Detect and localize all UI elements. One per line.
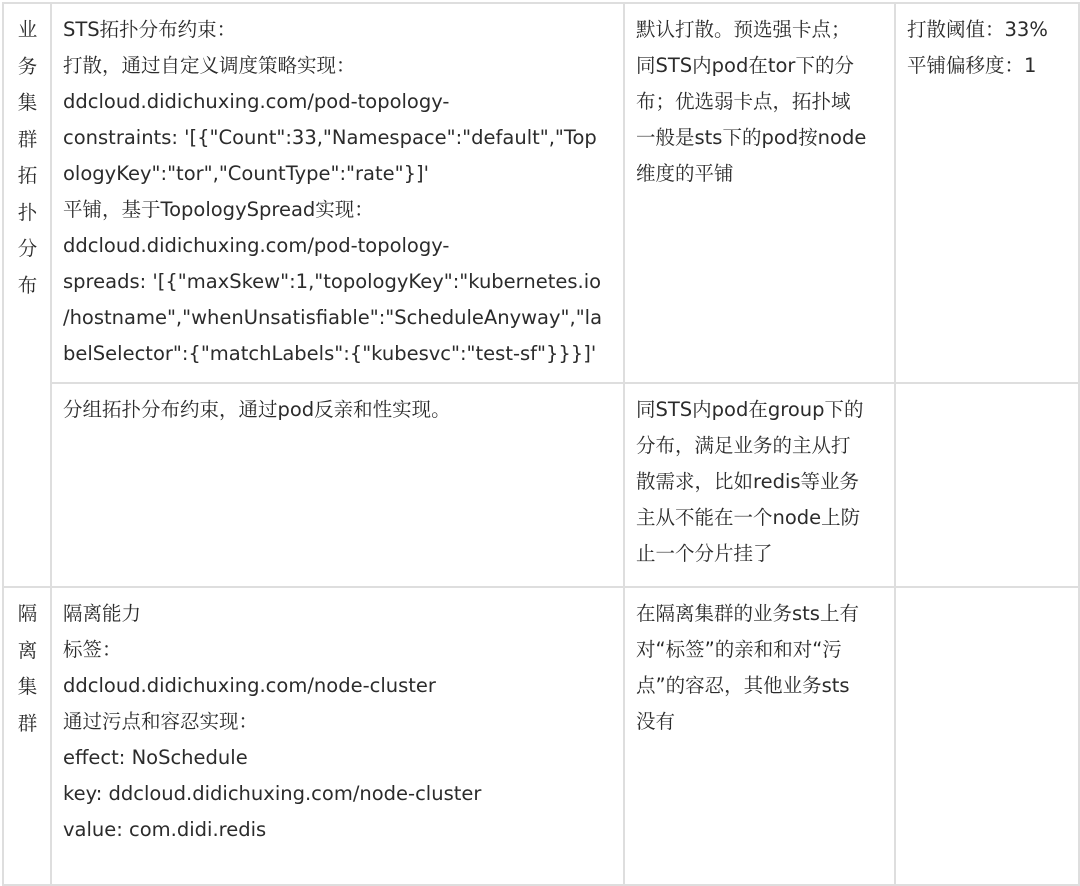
params-cell <box>895 3 1079 383</box>
category-cell <box>3 587 51 885</box>
params-cell <box>895 383 1079 587</box>
notes-line: 默认打散。预选强卡点； <box>636 18 851 41</box>
description-line: ologyKey":"tor","CountType":"rate"}]' <box>63 162 429 185</box>
notes-cell <box>624 587 895 885</box>
category-char: 务 <box>17 54 38 78</box>
notes-line: 同STS内pod在tor下的分 <box>636 54 854 77</box>
description-cell <box>51 587 624 885</box>
params-cell <box>895 587 1079 885</box>
category-char: 分 <box>17 237 38 260</box>
description-line: 平铺，基于TopologySpread实现： <box>63 198 374 221</box>
description-line: 通过污点和容忍实现： <box>63 710 259 733</box>
description-line: constraints: '[{"Count":33,"Namespace":"default","Top <box>63 126 597 149</box>
category-char: 布 <box>17 273 38 297</box>
notes-line: 对“标签”的亲和和对“污 <box>636 638 842 661</box>
category-char: 扑 <box>17 200 38 224</box>
description-cell <box>51 3 624 383</box>
notes-line: 在隔离集群的业务sts上有 <box>636 602 859 625</box>
notes-line: 止一个分片挂了 <box>636 542 773 565</box>
params-line: 打散阈值：33% <box>907 18 1048 41</box>
category-char: 集 <box>17 675 38 698</box>
description-line: value: com.didi.redis <box>63 818 267 841</box>
table-row <box>3 587 1079 885</box>
category-char: 拓 <box>17 164 38 187</box>
description-cell <box>51 383 624 587</box>
category-char: 群 <box>17 711 38 735</box>
table-row <box>3 3 1079 383</box>
description-line: belSelector":{"matchLabels":{"kubesvc":"test-sf"}}}]' <box>63 342 597 365</box>
notes-line: 一般是sts下的pod按node <box>636 126 867 149</box>
params-line: 平铺偏移度：1 <box>907 54 1037 77</box>
description-line: ddcloud.didichuxing.com/pod-topology- <box>63 90 450 113</box>
category-char: 隔 <box>17 602 38 625</box>
category-char: 离 <box>17 638 38 662</box>
description-line: spreads: '[{"maxSkew":1,"topologyKey":"kubernetes.io <box>63 270 602 293</box>
description-line: /hostname","whenUnsatisfiable":"ScheduleAnyway","la <box>63 306 603 329</box>
notes-line: 散需求，比如redis等业务 <box>636 470 860 493</box>
description-line: ddcloud.didichuxing.com/node-cluster <box>63 674 436 697</box>
notes-cell <box>624 383 895 587</box>
notes-line: 分布，满足业务的主从打 <box>636 434 851 457</box>
description-line: 隔离能力 <box>63 602 142 625</box>
notes-line: 点”的容忍，其他业务sts <box>636 674 850 697</box>
description-line: 分组拓扑分布约束，通过pod反亲和性实现。 <box>63 398 451 421</box>
description-line: 标签： <box>63 638 122 661</box>
description-line: STS拓扑分布约束： <box>63 18 237 41</box>
description-line: effect: NoSchedule <box>63 746 248 769</box>
notes-cell <box>624 3 895 383</box>
topology-constraints-table <box>2 2 1080 886</box>
notes-line: 主从不能在一个node上防 <box>636 506 861 529</box>
category-cell <box>3 3 51 587</box>
table-row <box>3 383 1079 587</box>
category-char: 群 <box>17 127 38 151</box>
description-line: key: ddcloud.didichuxing.com/node-cluster <box>63 782 482 805</box>
notes-line: 同STS内pod在group下的 <box>636 398 864 421</box>
notes-line: 维度的平铺 <box>636 162 734 185</box>
notes-line: 布；优选弱卡点，拓扑域 <box>636 90 851 113</box>
description-line: 打散，通过自定义调度策略实现： <box>63 54 356 77</box>
notes-line: 没有 <box>636 710 676 733</box>
category-char: 集 <box>17 91 38 114</box>
description-line: ddcloud.didichuxing.com/pod-topology- <box>63 234 450 257</box>
category-char: 业 <box>17 18 38 41</box>
